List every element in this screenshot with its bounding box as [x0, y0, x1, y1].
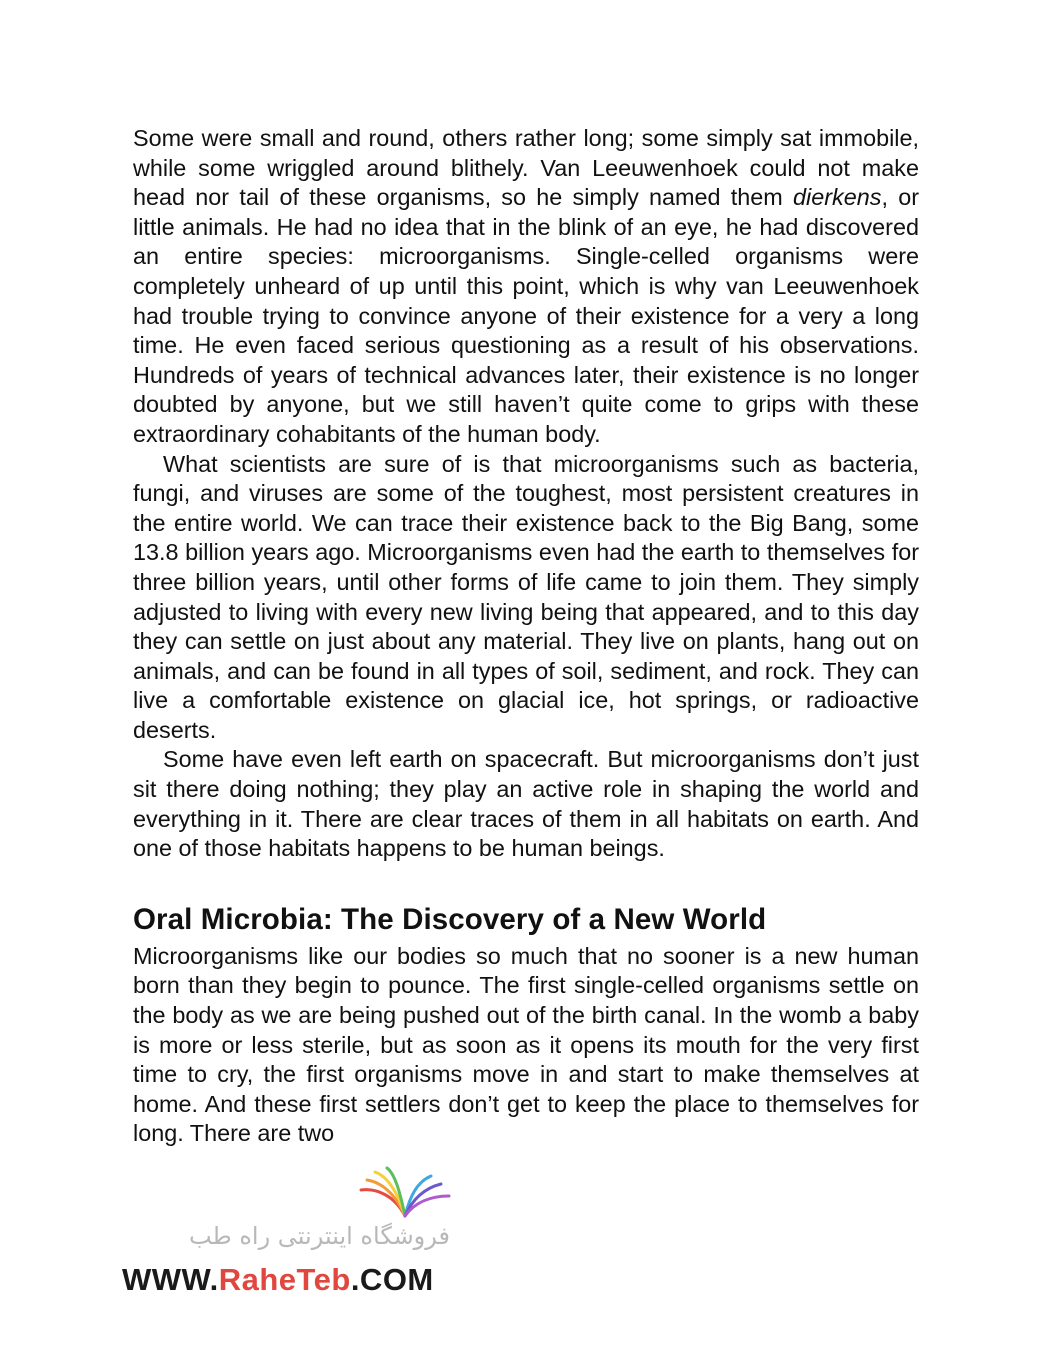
paragraph-1-text-end: , or little animals. He had no idea that in the blink of an eye, he had discovered an entire species: microorganisms. Single-celled organisms were completely unheard of up until this point, which is why van Leeuwenhoek had trouble trying to convince anyone of their existence for a very a long time. He even faced serious questioning as a result of his observations. Hundreds of years of technical advances later, their existence is no longer doubted by anyone, but we still haven’t quite come to grips with these extraordinary cohabitants of the human body.	[133, 184, 920, 447]
open-book-rainbow-icon	[355, 1166, 455, 1222]
paragraph-3: Some have even left earth on spacecraft. But microorganisms don’t just sit there doing nothing; they play an active role in shaping the world and everything in it. There are clear traces of them in all habitats on earth. And one of those habitats happens to be human beings.	[133, 746, 919, 862]
url-prefix: WWW.	[122, 1262, 219, 1297]
url-brand: RaheTeb	[218, 1262, 351, 1297]
site-url	[122, 1262, 434, 1298]
section-paragraph: Microorganisms like our bodies so much that no sooner is a new human born than they begin to pounce. The first single-celled organisms settle on the body as we are being pushed out of the birth canal. In the womb a baby is more or less sterile, but as soon as it opens its mouth for the very first time to cry, the first organisms move in and start to make themselves at home. And these first settlers don’t get to keep the place to themselves for long. There are two	[133, 942, 919, 1147]
page-body	[133, 124, 919, 1149]
shop-name: فروشگاه اینترنتی راه طب	[189, 1222, 450, 1250]
url-suffix: .COM	[350, 1262, 434, 1297]
paragraph-1	[133, 124, 919, 450]
paragraph-2: What scientists are sure of is that microorganisms such as bacteria, fungi, and viruses are some of the toughest, most persistent creatures in the entire world. We can trace their existence back to the Big Bang, some 13.8 billion years ago. Microorganisms even had the earth to themselves for three billion years, until other forms of life came to join them. They simply adjusted to living with every new living being that appeared, and to this day they can settle on just about any material. They live on plants, hang out on animals, and can be found in all types of soil, sediment, and rock. They can live a comfortable existence on glacial ice, hot springs, or radioactive deserts.	[133, 450, 919, 743]
watermark	[120, 1166, 460, 1306]
paragraph-1-text-start: Some were small and round, others rather long; some simply sat immobile, while some wriggled around blithely. Van Leeuwenhoek could not make head nor tail of these organisms, so he simply named them	[133, 125, 919, 211]
italic-term: dierkens	[793, 184, 882, 211]
section-heading: Oral Microbia: The Discovery of a New World	[133, 902, 767, 936]
